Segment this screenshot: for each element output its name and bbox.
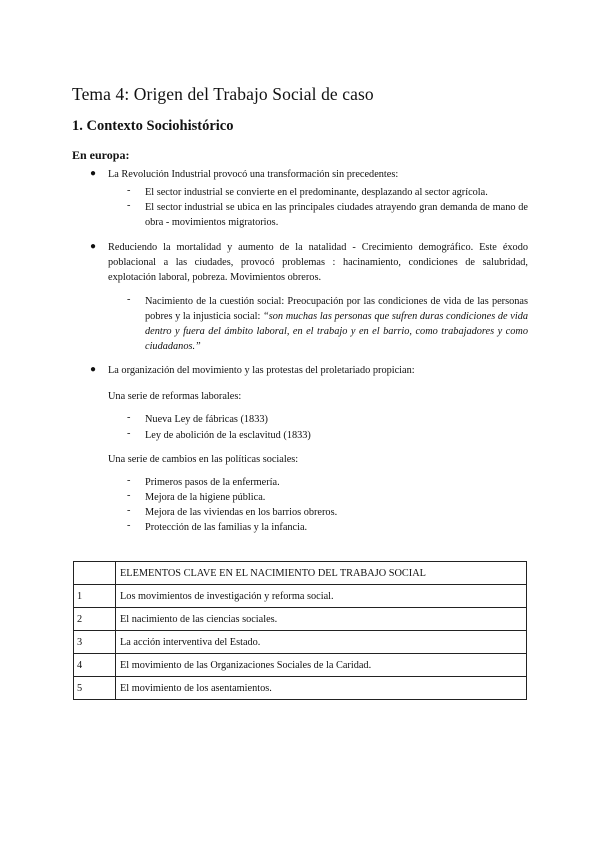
dash-icon: -: [127, 505, 131, 516]
dash-icon: -: [127, 200, 131, 211]
social-policy-item: Mejora de las viviendas en los barrios obreros.: [145, 507, 338, 518]
bullet-icon: ●: [90, 241, 97, 252]
table-header-cell: ELEMENTOS CLAVE EN EL NACIMIENTO DEL TRABAJO SOCIAL: [116, 562, 527, 585]
social-policy-item: Mejora de la higiene pública.: [145, 492, 266, 503]
subsection-heading: En europa:: [72, 148, 130, 162]
labor-reforms-intro: Una serie de reformas laborales:: [108, 391, 242, 402]
bullet-1-sub-2: El sector industrial se ubica en las principales ciudades atrayendo gran demanda de mano de obra - movimientos migratorios.: [145, 202, 528, 228]
row-number: 1: [74, 585, 116, 608]
labor-reform-item: Nueva Ley de fábricas (1833): [145, 414, 268, 425]
table-row: [74, 654, 527, 677]
social-question-quote: “son muchas las personas que sufren duras condiciones de vida dentro y fuera del ámbito laboral, en el trabajo y en el barrio, como trabajadores y como ciudadanos.”: [145, 311, 528, 352]
social-question-text: Nacimiento de la cuestión social: Preocupación por las condiciones de vida de las personas pobres y la injusticia social:: [145, 296, 528, 322]
row-text: La acción interventiva del Estado.: [116, 631, 527, 654]
table-row: [74, 585, 527, 608]
labor-reform-item: Ley de abolición de la esclavitud (1833): [145, 430, 311, 441]
key-elements-table: [73, 561, 527, 700]
row-number: 4: [74, 654, 116, 677]
row-number: 2: [74, 608, 116, 631]
bullet-2-sub-1: [145, 294, 528, 354]
social-policy-intro: Una serie de cambios en las políticas sociales:: [108, 454, 299, 465]
dash-icon: -: [127, 294, 131, 305]
row-text: El movimiento de los asentamientos.: [116, 677, 527, 700]
row-number: 3: [74, 631, 116, 654]
row-text: El nacimiento de las ciencias sociales.: [116, 608, 527, 631]
dash-icon: -: [127, 520, 131, 531]
row-text: Los movimientos de investigación y reforma social.: [116, 585, 527, 608]
social-policy-item: Primeros pasos de la enfermería.: [145, 477, 280, 488]
bullet-2-text: Reduciendo la mortalidad y aumento de la natalidad - Crecimiento demográfico. Este éxodo poblacional a las ciudades, provocó problemas : hacinamiento, condiciones de salubridad, explotación laboral, pobreza. Movimientos obreros.: [108, 242, 528, 283]
table-row: [74, 631, 527, 654]
table-row: [74, 608, 527, 631]
bullet-1-text: La Revolución Industrial provocó una transformación sin precedentes:: [108, 169, 399, 180]
row-text: El movimiento de las Organizaciones Sociales de la Caridad.: [116, 654, 527, 677]
section-heading: 1. Contexto Sociohistórico: [72, 118, 234, 134]
bullet-icon: ●: [90, 364, 97, 375]
dash-icon: -: [127, 412, 131, 423]
dash-icon: -: [127, 185, 131, 196]
dash-icon: -: [127, 428, 131, 439]
table-row: [74, 677, 527, 700]
row-number: 5: [74, 677, 116, 700]
table-header-row: [74, 562, 527, 585]
dash-icon: -: [127, 490, 131, 501]
social-policy-item: Protección de las familias y la infancia.: [145, 522, 308, 533]
bullet-1-sub-1: El sector industrial se convierte en el predominante, desplazando al sector agrícola.: [145, 187, 488, 198]
dash-icon: -: [127, 475, 131, 486]
page-title: Tema 4: Origen del Trabajo Social de caso: [72, 84, 374, 104]
bullet-icon: ●: [90, 168, 97, 179]
bullet-3-text: La organización del movimiento y las protestas del proletariado propician:: [108, 365, 415, 376]
table-header-num-cell: [74, 562, 116, 585]
